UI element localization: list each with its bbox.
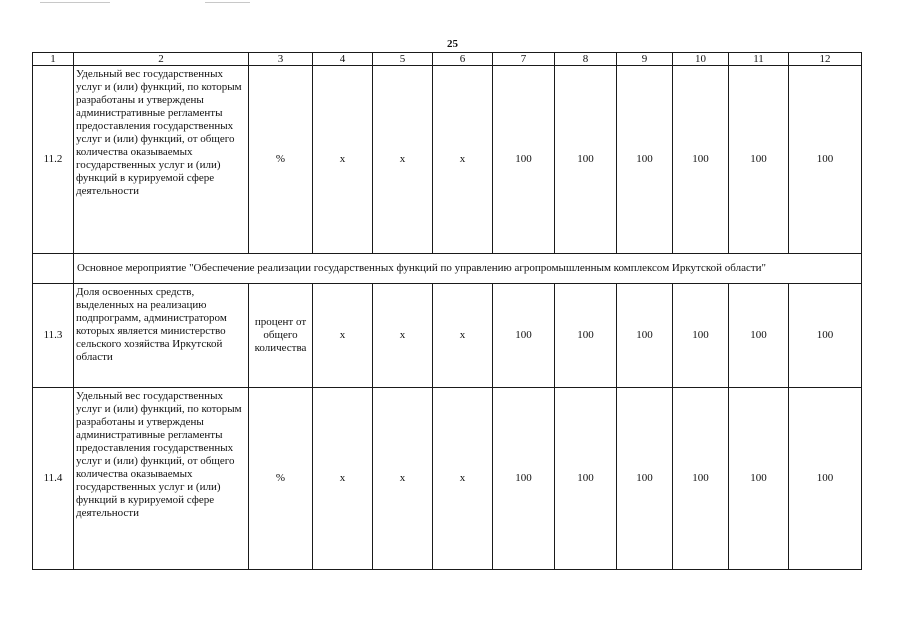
value-cell: 100 <box>673 66 729 254</box>
table-row <box>33 66 862 254</box>
column-header: 8 <box>555 53 617 66</box>
indicator-name: Доля освоенных средств, выделенных на реализацию подпрограмм, администратором которых является министерство сельского хозяйства Иркутской области <box>74 284 249 388</box>
value-cell: 100 <box>555 66 617 254</box>
value-cell: 100 <box>789 388 862 570</box>
column-header: 9 <box>617 53 673 66</box>
value-cell: 100 <box>673 284 729 388</box>
row-number: 11.3 <box>33 284 74 388</box>
column-header: 3 <box>249 53 313 66</box>
value-cell: x <box>373 388 433 570</box>
value-cell: 100 <box>493 388 555 570</box>
table-row <box>33 284 862 388</box>
unit-cell: процент от общего количества <box>249 284 313 388</box>
value-cell: 100 <box>617 284 673 388</box>
value-cell: x <box>313 284 373 388</box>
section-row <box>33 254 862 284</box>
column-header: 11 <box>729 53 789 66</box>
unit-cell: % <box>249 388 313 570</box>
value-cell: 100 <box>493 284 555 388</box>
value-cell: 100 <box>555 388 617 570</box>
scan-artifact <box>40 2 110 3</box>
indicator-name: Удельный вес государственных услуг и (или) функций, по которым разработаны и утверждены административные регламенты предоставления государственных услуг и (или) функций, от общего количества оказываемых государственных услуг и (или) функций в курируемой сфере деятельности <box>74 388 249 570</box>
column-header: 4 <box>313 53 373 66</box>
table-header-row <box>33 53 862 66</box>
column-header: 5 <box>373 53 433 66</box>
value-cell: x <box>433 388 493 570</box>
value-cell: x <box>433 66 493 254</box>
column-header: 10 <box>673 53 729 66</box>
column-header: 6 <box>433 53 493 66</box>
row-number: 11.4 <box>33 388 74 570</box>
section-empty-cell <box>33 254 74 284</box>
value-cell: 100 <box>617 388 673 570</box>
value-cell: 100 <box>729 388 789 570</box>
value-cell: x <box>313 66 373 254</box>
column-header: 2 <box>74 53 249 66</box>
scan-artifact <box>205 2 250 3</box>
column-header: 7 <box>493 53 555 66</box>
indicator-table <box>32 52 862 570</box>
value-cell: 100 <box>493 66 555 254</box>
row-number: 11.2 <box>33 66 74 254</box>
column-header: 12 <box>789 53 862 66</box>
value-cell: 100 <box>617 66 673 254</box>
value-cell: x <box>433 284 493 388</box>
indicator-name: Удельный вес государственных услуг и (или) функций, по которым разработаны и утверждены административные регламенты предоставления государственных услуг и (или) функций, от общего количества оказываемых государственных услуг и (или) функций в курируемой сфере деятельности <box>74 66 249 254</box>
section-title: Основное мероприятие "Обеспечение реализации государственных функций по управлению агропромышленным комплексом Иркутской области" <box>74 254 862 284</box>
value-cell: 100 <box>789 284 862 388</box>
value-cell: 100 <box>555 284 617 388</box>
table-row <box>33 388 862 570</box>
value-cell: 100 <box>729 66 789 254</box>
value-cell: 100 <box>673 388 729 570</box>
column-header: 1 <box>33 53 74 66</box>
value-cell: x <box>373 66 433 254</box>
page-number: 25 <box>447 38 458 50</box>
value-cell: x <box>373 284 433 388</box>
unit-cell: % <box>249 66 313 254</box>
value-cell: 100 <box>789 66 862 254</box>
value-cell: x <box>313 388 373 570</box>
value-cell: 100 <box>729 284 789 388</box>
